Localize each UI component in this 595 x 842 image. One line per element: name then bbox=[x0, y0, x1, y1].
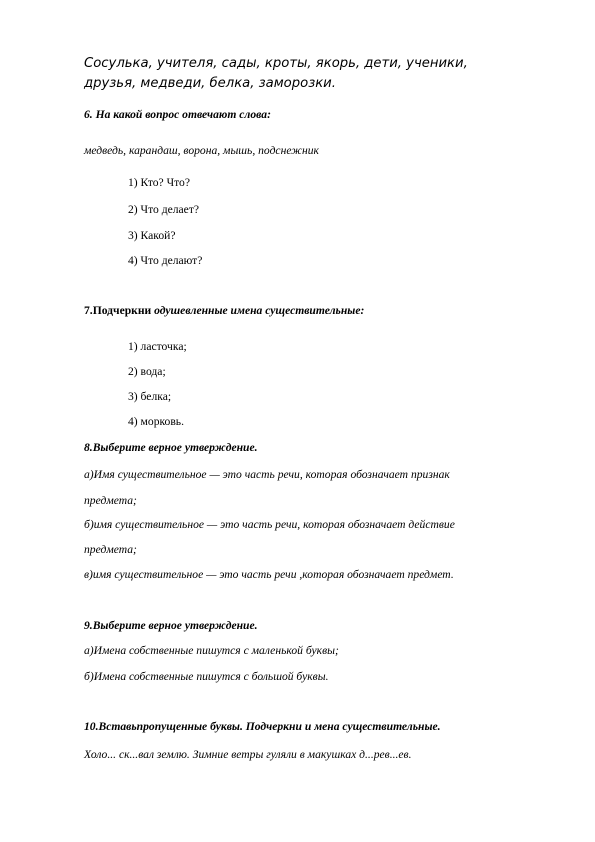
q8-line-3: б)имя существительное — это часть речи, которая обозначает действие bbox=[84, 518, 455, 531]
q6-option-4: 4) Что делают? bbox=[128, 254, 203, 267]
q6-title: 6. На какой вопрос отвечают слова: bbox=[84, 108, 271, 121]
q8-title: 8.Выберите верное утверждение. bbox=[84, 441, 258, 454]
q6-option-3: 3) Какой? bbox=[128, 229, 176, 242]
intro-line-1: Сосулька, учителя, сады, кроты, якорь, дети, ученики, bbox=[84, 56, 468, 71]
q7-option-1: 1) ласточка; bbox=[128, 340, 187, 353]
q7-option-3: 3) белка; bbox=[128, 390, 172, 403]
q8-line-5: в)имя существительное — это часть речи ,которая обозначает предмет. bbox=[84, 568, 454, 581]
q7-title-part-2: одушевленные имена существительные: bbox=[154, 304, 365, 317]
q10-text: Холо... ск...вал землю. Зимние ветры гуляли в макушках д...рев...ев. bbox=[84, 748, 412, 761]
q9-line-2: б)Имена собственные пишутся с большой буквы. bbox=[84, 670, 329, 683]
q10-title: 10.Вставьпропущенные буквы. Подчеркни и мена существительные. bbox=[84, 720, 441, 733]
q7-title-part-1: 7.Подчеркни bbox=[84, 304, 155, 317]
q6-option-1: 1) Кто? Что? bbox=[128, 176, 190, 189]
q9-title: 9.Выберите верное утверждение. bbox=[84, 619, 258, 632]
q8-line-4: предмета; bbox=[84, 543, 137, 556]
intro-line-2: друзья, медведи, белка, заморозки. bbox=[84, 76, 336, 91]
q7-option-4: 4) морковь. bbox=[128, 415, 184, 428]
q6-words: медведь, карандаш, ворона, мышь, подснежник bbox=[84, 144, 319, 157]
q7-title bbox=[84, 304, 364, 317]
q6-option-2: 2) Что делает? bbox=[128, 203, 200, 216]
q7-option-2: 2) вода; bbox=[128, 365, 166, 378]
q8-line-1: а)Имя существительное — это часть речи, которая обозначает признак bbox=[84, 468, 450, 481]
q9-line-1: а)Имена собственные пишутся с маленькой буквы; bbox=[84, 644, 339, 657]
q8-line-2: предмета; bbox=[84, 494, 137, 507]
